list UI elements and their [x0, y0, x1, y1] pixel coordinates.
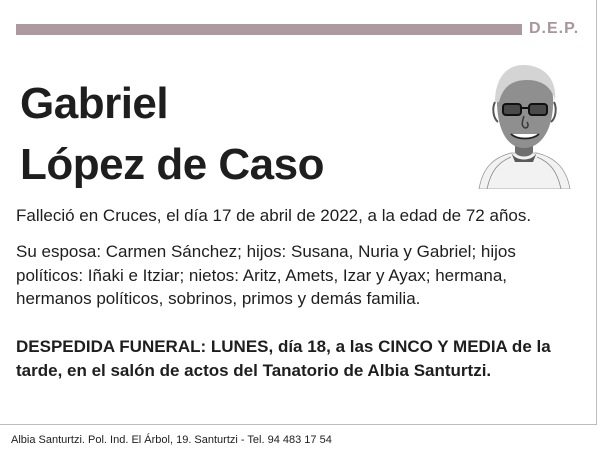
- dep-label: D.E.P.: [529, 20, 580, 37]
- portrait-photo: [477, 62, 572, 189]
- funeral-home-footer: Albia Santurtzi. Pol. Ind. El Árbol, 19. Santurtzi - Tel. 94 483 17 54: [11, 434, 332, 446]
- funeral-details-text: DESPEDIDA FUNERAL: LUNES, día 18, a las CINCO Y MEDIA de la tarde, en el salón de actos del Tanatorio de Albia Santurtzi.: [16, 337, 551, 380]
- header-bar: [16, 24, 522, 35]
- family-text: Su esposa: Carmen Sánchez; hijos: Susana, Nuria y Gabriel; hijos políticos: Iñaki e Itziar; nietos: Aritz, Amets, Izar y Ayax; hermana, hermanos políticos, sobrinos, primos y demás familia.: [16, 242, 516, 308]
- deceased-last-name: López de Caso: [20, 140, 324, 189]
- deceased-first-name: Gabriel: [20, 79, 169, 128]
- death-notice-text: Falleció en Cruces, el día 17 de abril de 2022, a la edad de 72 años.: [16, 206, 532, 225]
